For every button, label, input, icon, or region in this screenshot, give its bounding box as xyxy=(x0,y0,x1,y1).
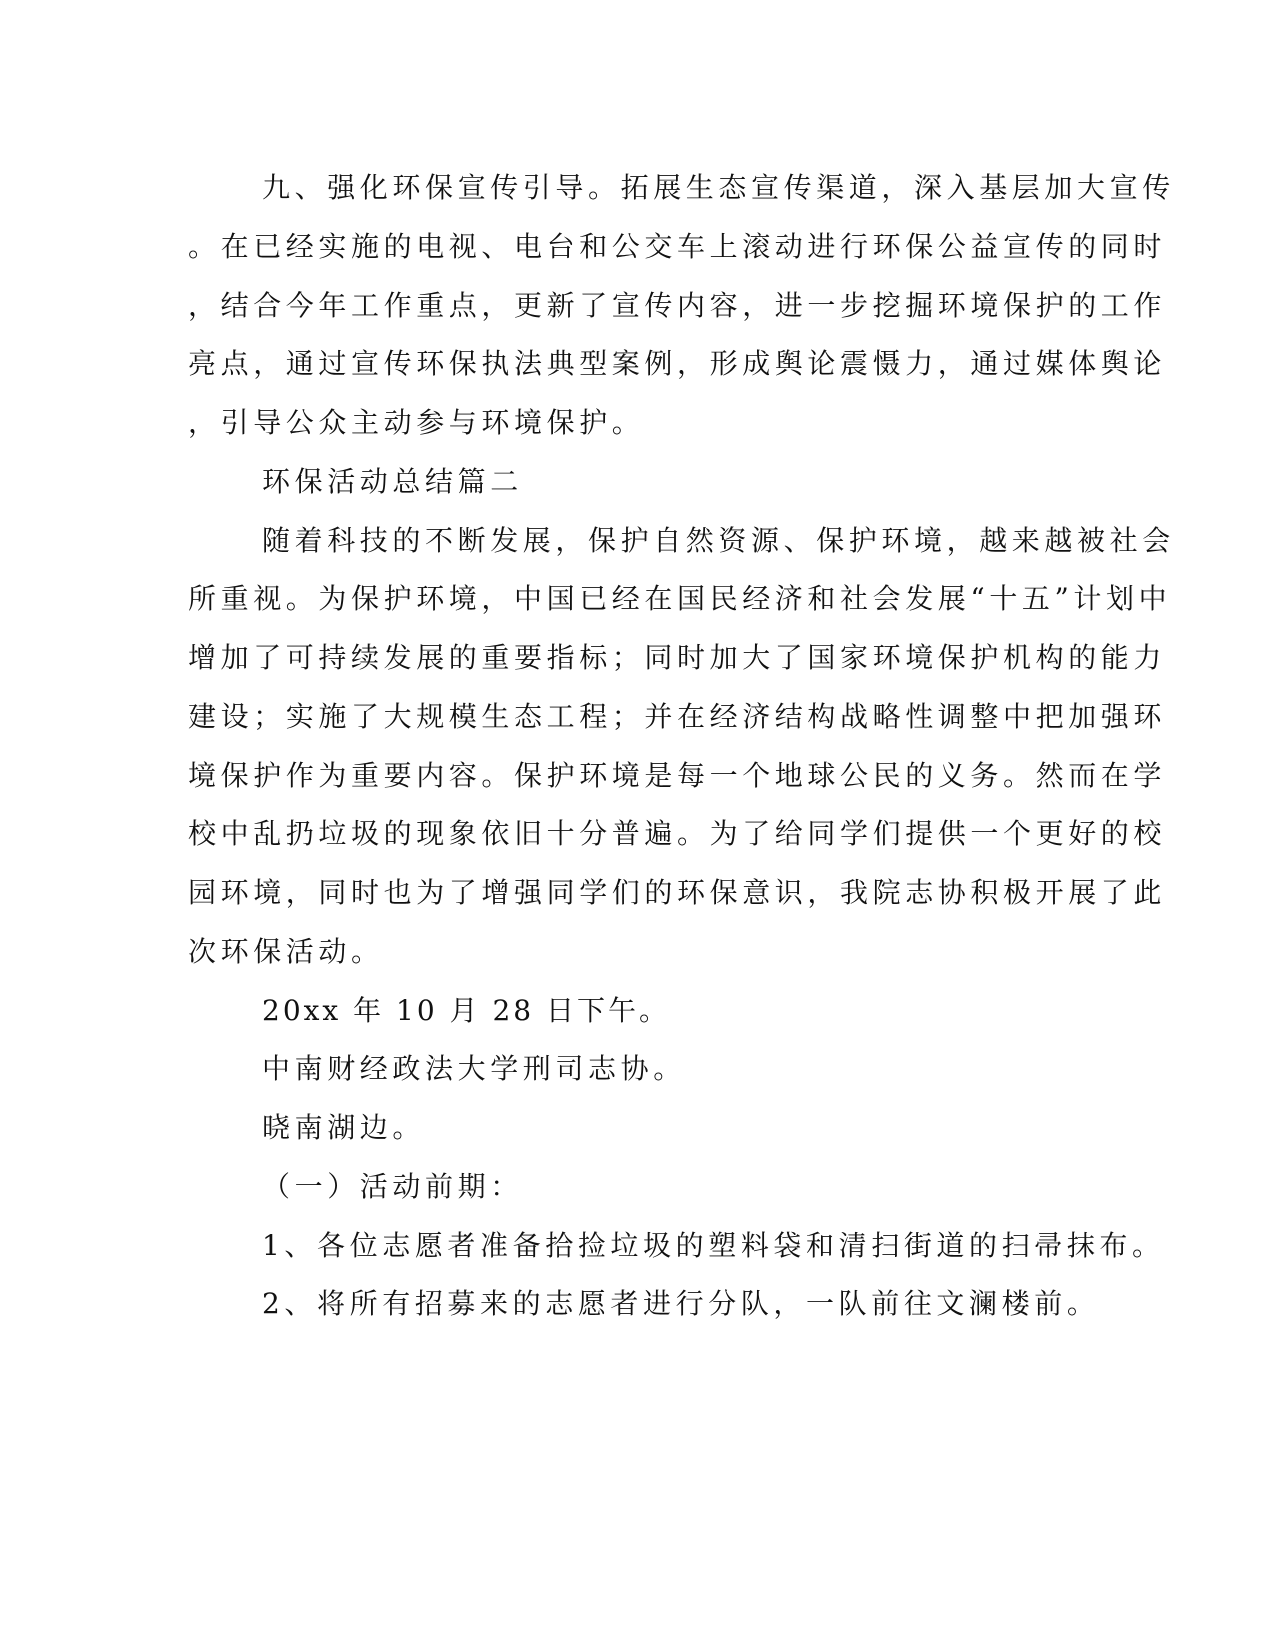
location-line: 晓南湖边。 xyxy=(262,1111,426,1144)
paragraph-line: 园环境，同时也为了增强同学们的环保意识，我院志协积极开展了此 xyxy=(188,876,1167,909)
paragraph-line: 境保护作为重要内容。保护环境是每一个地球公民的义务。然而在学 xyxy=(188,759,1167,792)
paragraph-line: 增加了可持续发展的重要指标；同时加大了国家环境保护机构的能力 xyxy=(188,641,1167,674)
paragraph-line: ，结合今年工作重点，更新了宣传内容，进一步挖掘环境保护的工作 xyxy=(188,289,1167,322)
list-item: 1、各位志愿者准备拾捡垃圾的塑料袋和清扫街道的扫帚抹布。 xyxy=(262,1229,1165,1262)
paragraph-line: 建设；实施了大规模生态工程；并在经济结构战略性调整中把加强环 xyxy=(188,700,1167,733)
paragraph-line: 校中乱扔垃圾的现象依旧十分普遍。为了给同学们提供一个更好的校 xyxy=(188,817,1167,850)
paragraph-line: 所重视。为保护环境，中国已经在国民经济和社会发展“十五”计划中 xyxy=(188,582,1172,615)
section-heading: 环保活动总结篇二 xyxy=(262,465,523,498)
subheading-line: （一）活动前期： xyxy=(262,1170,523,1203)
date-line: 20xx 年 10 月 28 日下午。 xyxy=(262,994,670,1027)
list-item: 2、将所有招募来的志愿者进行分队，一队前往文澜楼前。 xyxy=(262,1287,1100,1320)
paragraph-line: 次环保活动。 xyxy=(188,935,384,968)
paragraph-line: 亮点，通过宣传环保执法典型案例，形成舆论震慑力，通过媒体舆论 xyxy=(188,347,1167,380)
paragraph-line: 。在已经实施的电视、电台和公交车上滚动进行环保公益宣传的同时 xyxy=(188,230,1167,263)
paragraph-line: 随着科技的不断发展，保护自然资源、保护环境，越来越被社会 xyxy=(262,524,1175,557)
paragraph-line: ，引导公众主动参与环境保护。 xyxy=(188,406,645,439)
organizer-line: 中南财经政法大学刑司志协。 xyxy=(262,1052,686,1085)
paragraph-line: 九、强化环保宣传引导。拓展生态宣传渠道，深入基层加大宣传 xyxy=(262,171,1175,204)
